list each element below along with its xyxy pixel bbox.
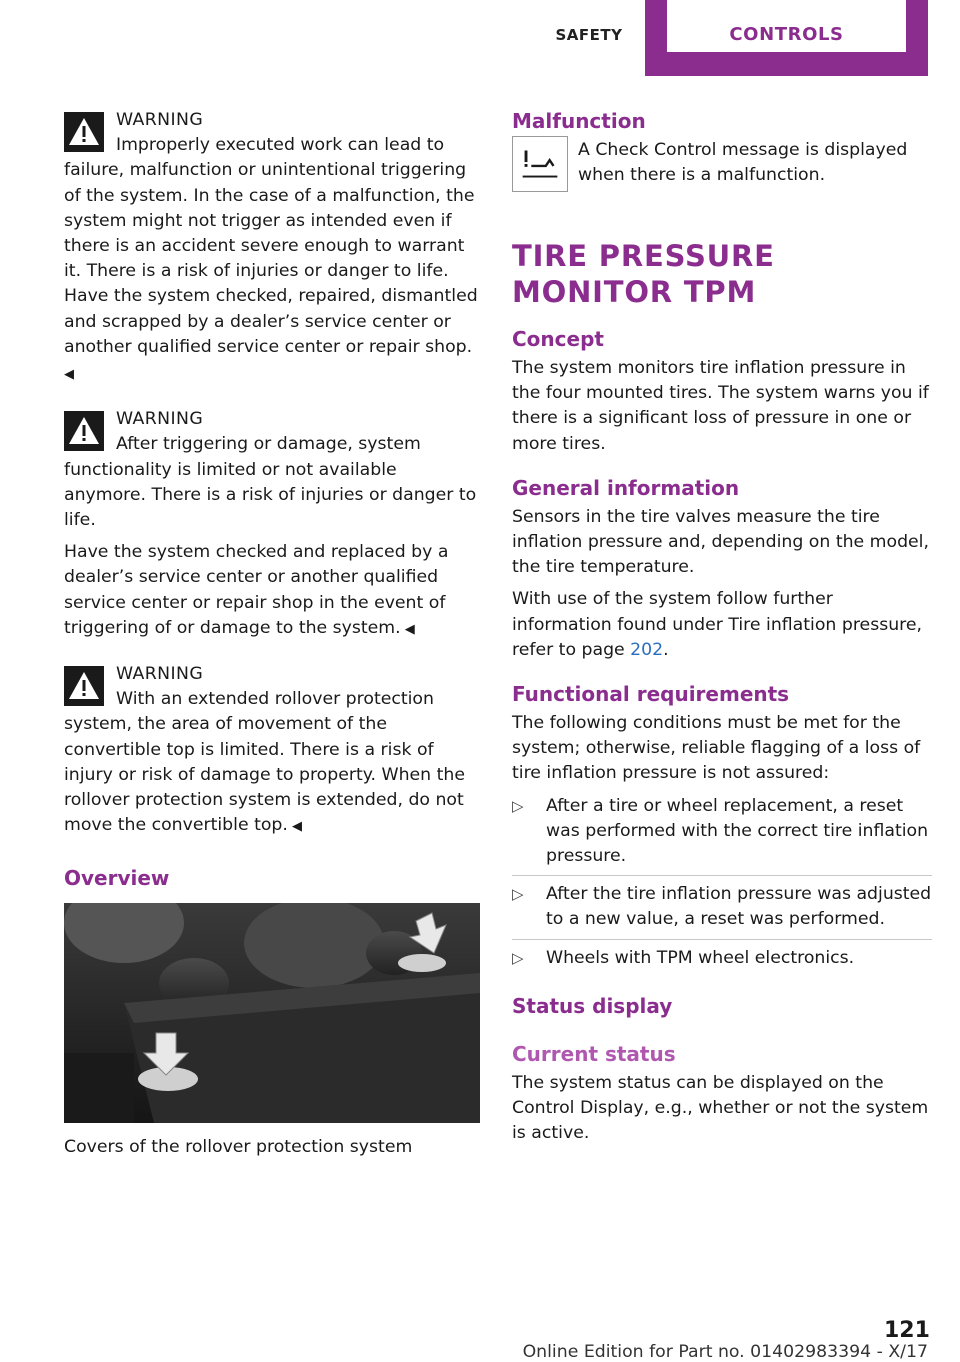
overview-heading: Overview <box>64 866 170 891</box>
rollover-protection-photo <box>64 903 480 1123</box>
car-interior-image <box>64 903 480 1123</box>
functional-text: The following conditions must be met for the system; otherwise, reliable flagging of a loss of tire inflation pressure is not assured: <box>512 713 921 784</box>
tab-controls-label: CONTROLS <box>729 24 844 45</box>
check-control-icon <box>512 136 568 192</box>
warning-block-3: WARNING With an extended rollover protection system, the area of movement of the convertible top is limited. There is a risk of injury or risk of damage to property. When the rollover protection system is extended, do not move the convertible top. ◀ <box>64 662 480 839</box>
triangle-bullet-icon: ▷ <box>512 948 524 967</box>
page-reference-link[interactable]: 202 <box>630 639 664 660</box>
warning-icon <box>64 411 104 451</box>
edition-note: Online Edition for Part no. 01402983394 - X/17 <box>522 1342 928 1362</box>
tab-controls[interactable] <box>645 0 928 76</box>
warning-icon <box>64 666 104 706</box>
tab-safety[interactable] <box>534 0 644 76</box>
current-status-heading: Current status <box>512 1041 676 1066</box>
triangle-bullet-icon: ▷ <box>512 885 524 904</box>
warning-title: WARNING <box>116 409 204 430</box>
concept-text: The system monitors tire inflation pressure in the four mounted tires. The system warns you if there is a significant loss of pressure in one or more tires. <box>512 358 929 454</box>
page-number: 121 <box>884 1318 930 1343</box>
concept-heading: Concept <box>512 327 604 351</box>
status-display-heading: Status display <box>512 993 673 1018</box>
malfunction-heading: Malfunction <box>512 109 646 133</box>
requirements-list <box>512 794 932 977</box>
warning-block-2: WARNING After triggering or damage, system functionality is limited or not available anymore. There is a risk of injuries or danger to life. Have the system checked and replaced by a dealer’s service center or another qualified service center or repair shop in the event of triggering of or damage to the system. ◀ <box>64 407 480 642</box>
list-item: ▷ After the tire inflation pressure was adjusted to a new value, a reset was performed. <box>512 882 932 939</box>
general-text-1: Sensors in the tire valves measure the tire inflation pressure and, depending on the model, the tire temperature. <box>512 506 929 578</box>
functional-requirements-heading: Functional requirements <box>512 682 790 707</box>
warning-title: WARNING <box>116 664 204 685</box>
left-column <box>64 108 480 1161</box>
warning-icon <box>64 112 104 152</box>
warning-text: Have the system checked and replaced by a dealer’s service center or another qualified service center or repair shop in the event of triggering of or damage to the system. <box>64 542 449 638</box>
current-status-text: The system status can be displayed on the Control Display, e.g., whether or not the system is active. <box>512 1072 929 1144</box>
warning-text: After triggering or damage, system functionality is limited or not available anymore. There is a risk of injuries or danger to life. <box>64 434 477 531</box>
warning-text: Improperly executed work can lead to failure, malfunction or unintentional triggering of the system. In the case of a malfunction, the system might not trigger as intended even if there is an accident severe enough to warrant it. There is a risk of injuries or danger to life. Have the system checked, repaired, dismantled and scrapped by a dealer’s service center or another qualified service center or repair shop. <box>64 135 478 357</box>
general-information-heading: General information <box>512 475 740 500</box>
tab-safety-label: SAFETY <box>555 26 623 44</box>
triangle-bullet-icon: ▷ <box>512 796 524 815</box>
malfunction-block <box>512 108 932 198</box>
general-text-2: With use of the system follow further information found under Tire inflation pressure, refer to page 202. <box>512 589 922 660</box>
warning-title: WARNING <box>116 110 204 130</box>
right-column <box>512 108 932 1153</box>
list-item: ▷ Wheels with TPM wheel electronics. <box>512 946 932 977</box>
malfunction-text: A Check Control message is displayed when there is a malfunction. <box>578 140 908 186</box>
warning-block-1: WARNING Improperly executed work can lead to failure, malfunction or unintentional triggering of the system. In the case of a malfunction, the system might not trigger as intended even if there is an accident severe enough to warrant it. There is a risk of injuries or danger to life. Have the system checked, repaired, dismantled and scrapped by a dealer’s service center or another qualified service center or repair shop. ◀ <box>64 108 480 387</box>
list-item: ▷ After a tire or wheel replacement, a reset was performed with the correct tire inflation pressure. <box>512 794 932 877</box>
photo-caption: Covers of the rollover protection system <box>64 1137 413 1158</box>
warning-text: With an extended rollover protection system, the area of movement of the convertible top is limited. There is a risk of injury or risk of damage to property. When the rollover protection system is extended, do not move the convertible top. <box>64 689 465 836</box>
section-title: TIRE PRESSURE MONITOR TPM <box>512 239 775 309</box>
